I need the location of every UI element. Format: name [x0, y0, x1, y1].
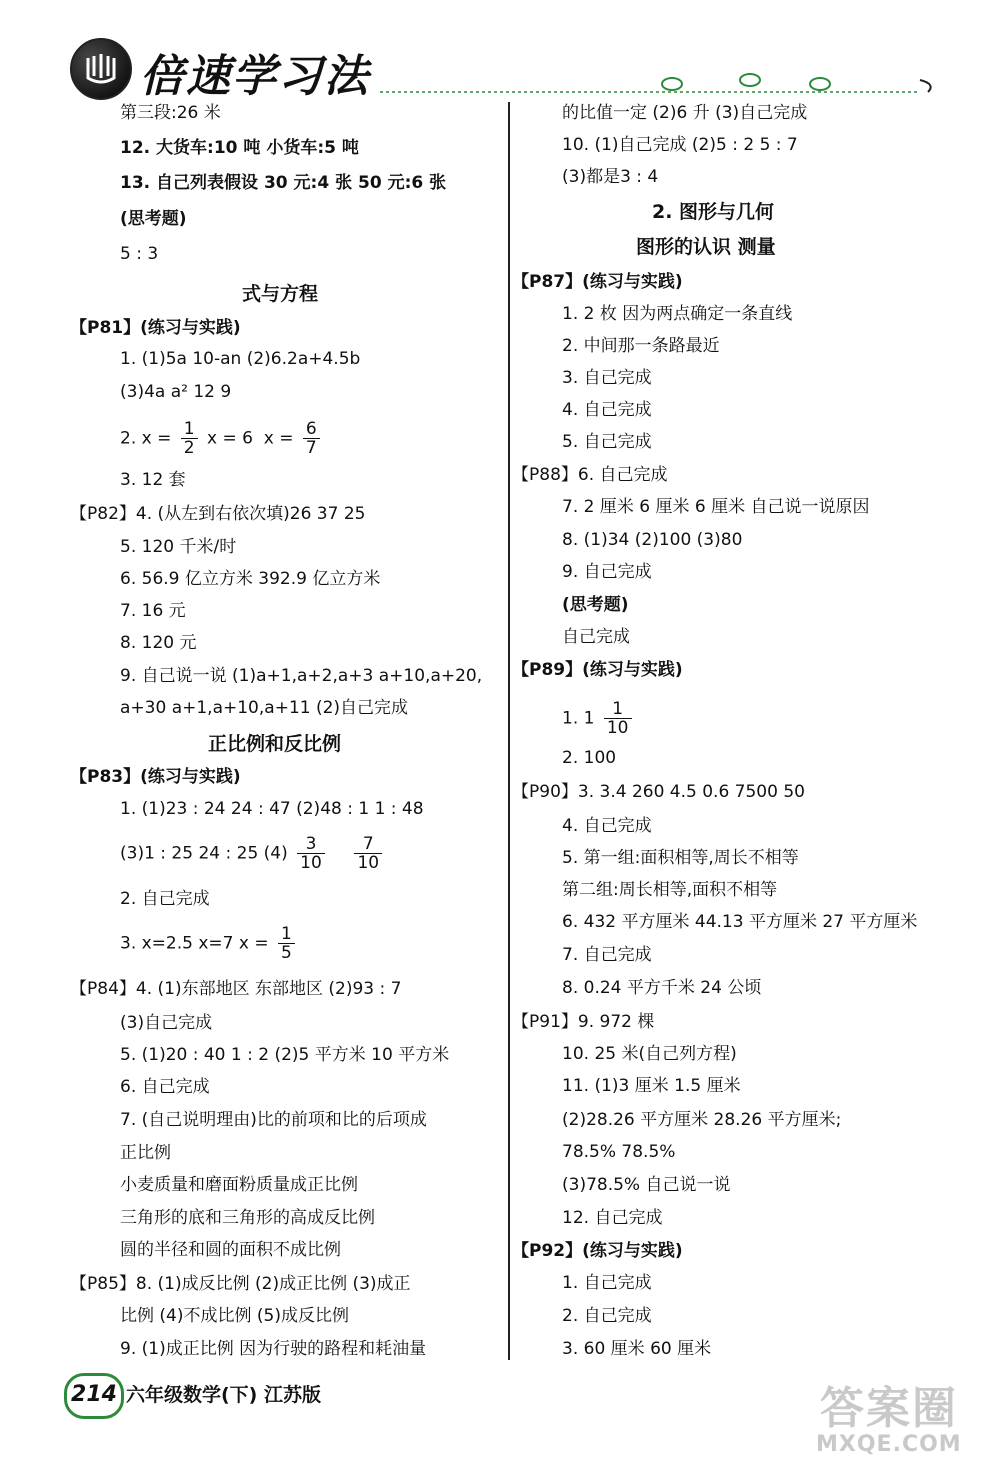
- fraction-answer-line: 3. x=2.5 x=7 x = $\frac{1}{5}$: [120, 925, 299, 962]
- page-tag-line: 【P87】(练习与实践): [512, 272, 683, 292]
- answer-text: x = 6: [206, 428, 253, 449]
- answer-line: (3)都是3 : 4: [562, 167, 659, 187]
- answer-line: (3)自己完成: [120, 1013, 213, 1033]
- answer-line: 78.5% 78.5%: [562, 1142, 676, 1162]
- answer-line: 8. 0.24 平方千米 24 公顷: [562, 978, 762, 998]
- watermark: [790, 1370, 990, 1465]
- answer-prefix: 2. x =: [120, 428, 172, 449]
- section-title: 2. 图形与几何: [652, 201, 775, 223]
- answer-line: 5. 120 千米/时: [120, 537, 237, 557]
- answer-line: 6. 56.9 亿立方米 392.9 亿立方米: [120, 569, 381, 589]
- answer-line: 1. (1)5a 10-an (2)6.2a+4.5b: [120, 349, 361, 369]
- fraction-answer-line: (3)1 : 25 24 : 25 (4) $\frac{3}{10}$ $\frac{7}{10}$: [120, 835, 386, 872]
- fraction: $\frac{6}{7}$: [303, 420, 320, 457]
- answer-line: 13. 自己列表假设 30 元:4 张 50 元:6 张: [120, 173, 447, 193]
- answer-line: 9. 自己说一说 (1)a+1,a+2,a+3 a+10,a+20,: [120, 666, 483, 686]
- answer-line: 正比例: [120, 1143, 171, 1163]
- fraction: $\frac{7}{10}$: [354, 835, 382, 872]
- fraction: $\frac{1}{5}$: [278, 925, 295, 962]
- column-divider: [508, 102, 510, 1360]
- book-title: 六年级数学(下) 江苏版: [126, 1384, 321, 1406]
- answer-line: 2. 100: [562, 748, 617, 768]
- answer-line: 2. 中间那一条路最近: [562, 336, 720, 356]
- answer-line: 1. (1)23 : 24 24 : 47 (2)48 : 1 1 : 48: [120, 799, 424, 819]
- section-title: 正比例和反比例: [208, 733, 342, 755]
- answer-line: 6. 432 平方厘米 44.13 平方厘米 27 平方厘米: [562, 912, 918, 932]
- answer-line: 5. 第一组:面积相等,周长不相等: [562, 848, 799, 868]
- answer-line: 比例 (4)不成比例 (5)成反比例: [120, 1306, 349, 1326]
- page-tag-line: 【P89】(练习与实践): [512, 660, 683, 680]
- answer-line: 第三段:26 米: [120, 103, 221, 123]
- fraction-answer-line: 2. x = $\frac{1}{2}$ x = 6 x = $\frac{6}{7}$: [120, 420, 324, 457]
- answer-line: 8. (1)34 (2)100 (3)80: [562, 530, 743, 550]
- answer-line: 5 : 3: [120, 244, 159, 264]
- thinking-question-label: (思考题): [120, 209, 187, 229]
- answer-line: 2. 自己完成: [562, 1306, 652, 1326]
- answer-line: 三角形的底和三角形的高成反比例: [120, 1208, 375, 1228]
- page-tag-line: 【P85】8. (1)成反比例 (2)成正比例 (3)成正: [70, 1274, 411, 1294]
- answer-line: 3. 自己完成: [562, 368, 652, 388]
- page-tag-line: 【P81】(练习与实践): [70, 318, 241, 338]
- answer-line: 1. 2 枚 因为两点确定一条直线: [562, 304, 793, 324]
- answer-line: 第二组:周长相等,面积不相等: [562, 880, 778, 900]
- page-number: 214: [64, 1373, 124, 1419]
- answer-line: 7. (自己说明理由)比的前项和比的后项成: [120, 1110, 427, 1130]
- answer-line: 圆的半径和圆的面积不成比例: [120, 1240, 341, 1260]
- decorative-curl-line: [380, 70, 940, 100]
- page-tag-line: 【P92】(练习与实践): [512, 1241, 683, 1261]
- fraction: $\frac{1}{2}$: [181, 420, 198, 457]
- answer-line: (3)4a a² 12 9: [120, 382, 232, 402]
- answer-line: 12. 自己完成: [562, 1208, 663, 1228]
- answer-line: 自己完成: [562, 627, 630, 647]
- answer-line: (2)28.26 平方厘米 28.26 平方厘米;: [562, 1110, 842, 1130]
- answer-line: 6. 自己完成: [120, 1077, 210, 1097]
- fraction-answer-line: 1. 1 $\frac{1}{10}$: [562, 700, 636, 737]
- thinking-question-label: (思考题): [562, 595, 629, 615]
- answer-line: (3)78.5% 自己说一说: [562, 1175, 731, 1195]
- page-tag-line: 【P91】9. 972 棵: [512, 1012, 655, 1032]
- answer-line: 5. 自己完成: [562, 432, 652, 452]
- section-subtitle: 图形的认识 测量: [636, 236, 776, 258]
- answer-line: 7. 自己完成: [562, 945, 652, 965]
- answer-line: 3. 60 厘米 60 厘米: [562, 1339, 712, 1359]
- answer-line: 5. (1)20 : 40 1 : 2 (2)5 平方米 10 平方米: [120, 1045, 450, 1065]
- fraction: $\frac{3}{10}$: [297, 835, 325, 872]
- answer-line: 的比值一定 (2)6 升 (3)自己完成: [562, 103, 808, 123]
- answer-line: 11. (1)3 厘米 1.5 厘米: [562, 1076, 741, 1096]
- watermark-url: MXQE.COM: [816, 1432, 962, 1457]
- answer-line: 1. 自己完成: [562, 1273, 652, 1293]
- brand-logo: [70, 38, 132, 100]
- answer-line: 4. 自己完成: [562, 816, 652, 836]
- answer-line: 2. 自己完成: [120, 889, 210, 909]
- page-tag-line: 【P90】3. 3.4 260 4.5 0.6 7500 50: [512, 782, 805, 802]
- answer-line: 9. 自己完成: [562, 562, 652, 582]
- watermark-text: 答案圈: [820, 1383, 958, 1434]
- answer-line: 7. 2 厘米 6 厘米 6 厘米 自己说一说原因: [562, 497, 870, 517]
- answer-line: 4. 自己完成: [562, 400, 652, 420]
- answer-line: 9. (1)成正比例 因为行驶的路程和耗油量: [120, 1339, 427, 1359]
- page-tag-line: 【P88】6. 自己完成: [512, 465, 668, 485]
- answer-line: 7. 16 元: [120, 601, 186, 621]
- answer-line: 3. 12 套: [120, 470, 186, 490]
- answer-line: 8. 120 元: [120, 633, 197, 653]
- answer-line: a+30 a+1,a+10,a+11 (2)自己完成: [120, 698, 409, 718]
- fraction: $\frac{1}{10}$: [604, 700, 632, 737]
- page-header: [0, 0, 1000, 100]
- page-tag-line: 【P82】4. (从左到右依次填)26 37 25: [70, 504, 366, 524]
- answer-line: 小麦质量和磨面粉质量成正比例: [120, 1175, 358, 1195]
- answer-line: 10. 25 米(自己列方程): [562, 1044, 737, 1064]
- section-title: 式与方程: [242, 283, 319, 305]
- page-tag-line: 【P83】(练习与实践): [70, 767, 241, 787]
- page-tag-line: 【P84】4. (1)东部地区 东部地区 (2)93 : 7: [70, 979, 402, 999]
- answer-line: 10. (1)自己完成 (2)5 : 2 5 : 7: [562, 135, 798, 155]
- answer-line: 12. 大货车:10 吨 小货车:5 吨: [120, 138, 359, 158]
- brand-title: 倍速学习法: [140, 51, 370, 102]
